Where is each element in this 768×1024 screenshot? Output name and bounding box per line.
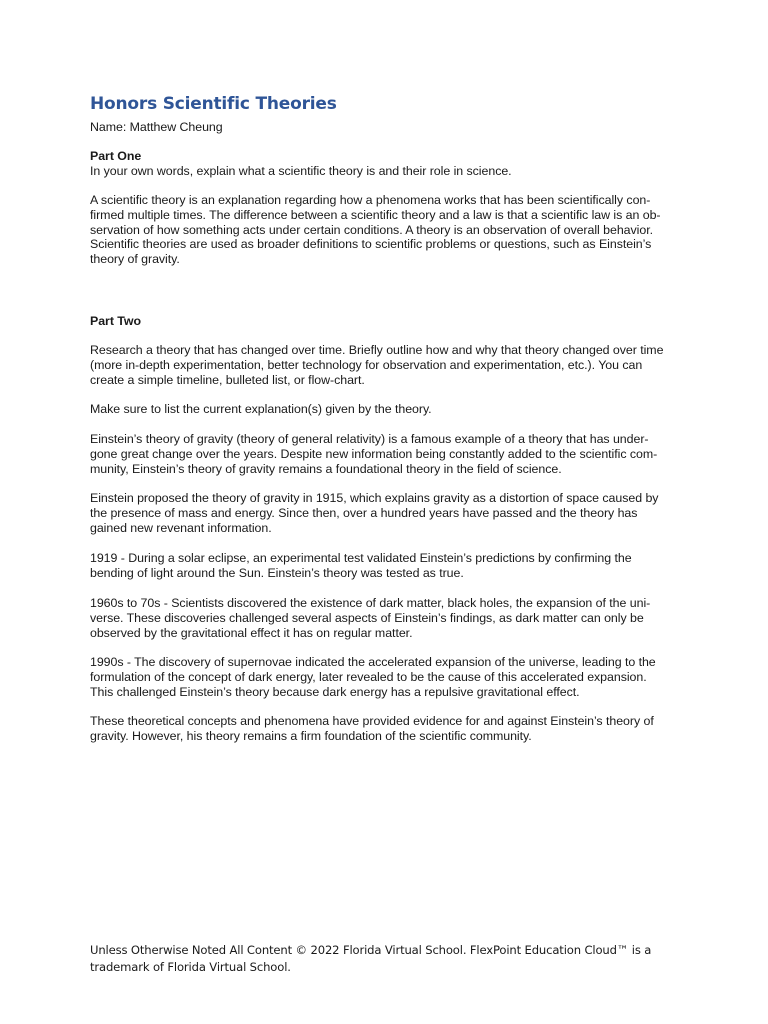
- paragraph-1960s: [90, 596, 680, 640]
- paragraph-conclusion: [90, 714, 680, 744]
- part-one-heading: Part One: [90, 149, 142, 163]
- paragraph-line: formulation of the concept of dark energy, later revealed to be the cause of this accelerated expansion.: [90, 669, 647, 684]
- paragraph-line: observed by the gravitational effect it has on regular matter.: [90, 625, 413, 640]
- paragraph-line: gone great change over the years. Despite new information being constantly added to the scientific com-: [90, 446, 658, 461]
- prompt-line: create a simple timeline, bulleted list, or flow-chart.: [90, 372, 365, 387]
- instruction-line: Make sure to list the current explanation(s) given by the theory.: [90, 402, 432, 416]
- prompt-line: (more in-depth experimentation, better technology for observation and experimentation, etc.). You can: [90, 357, 643, 372]
- paragraph-1915: [90, 491, 680, 535]
- paragraph-line: These theoretical concepts and phenomena have provided evidence for and against Einstein’s theory of: [90, 714, 654, 728]
- paragraph-line: the presence of mass and energy. Since then, over a hundred years have passed and the theory has: [90, 505, 638, 520]
- paragraph-line: 1990s - The discovery of supernovae indicated the accelerated expansion of the universe, leading to the: [90, 655, 656, 669]
- footer-line: trademark of Florida Virtual School.: [90, 960, 291, 974]
- paragraph-line: munity, Einstein’s theory of gravity remains a foundational theory in the field of science.: [90, 461, 562, 476]
- paragraph-1990s: [90, 655, 680, 699]
- paragraph-line: verse. These discoveries challenged several aspects of Einstein’s findings, as dark matter can only be: [90, 610, 644, 625]
- part-two-instruction: [90, 402, 680, 417]
- prompt-line: Research a theory that has changed over time. Briefly outline how and why that theory changed over time: [90, 343, 664, 357]
- answer-line: firmed multiple times. The difference between a scientific theory and a law is that a scientific law is an ob-: [90, 207, 661, 222]
- document-title: Honors Scientific Theories: [90, 94, 337, 114]
- answer-line: servation of how something acts under certain conditions. A theory is an observation of overall behavior.: [90, 222, 653, 237]
- copyright-footer: [90, 942, 690, 976]
- paragraph-line: Einstein proposed the theory of gravity in 1915, which explains gravity as a distortion of space caused by: [90, 491, 659, 505]
- part-two-heading-block: [90, 314, 680, 329]
- footer-line: Unless Otherwise Noted All Content © 2022 Florida Virtual School. FlexPoint Education Cloud™ is a: [90, 943, 652, 957]
- part-one-prompt: In your own words, explain what a scientific theory is and their role in science.: [90, 163, 512, 178]
- part-two-heading: Part Two: [90, 314, 142, 328]
- part-one-section: [90, 149, 680, 179]
- paragraph-line: This challenged Einstein’s theory because dark energy has a repulsive gravitational effect.: [90, 684, 580, 699]
- paragraph-line: 1919 - During a solar eclipse, an experimental test validated Einstein’s predictions by confirming the: [90, 551, 632, 565]
- paragraph-relativity-intro: [90, 432, 680, 476]
- answer-line: A scientific theory is an explanation regarding how a phenomena works that has been scientifically con-: [90, 193, 651, 207]
- paragraph-line: gained new revenant information.: [90, 520, 272, 535]
- paragraph-line: Einstein’s theory of gravity (theory of general relativity) is a famous example of a theory that has under-: [90, 432, 649, 446]
- part-two-prompt: [90, 343, 680, 387]
- paragraph-line: 1960s to 70s - Scientists discovered the existence of dark matter, black holes, the expansion of the uni-: [90, 596, 651, 610]
- student-name: [90, 120, 680, 135]
- paragraph-1919: [90, 551, 680, 581]
- paragraph-line: gravity. However, his theory remains a firm foundation of the scientific community.: [90, 728, 532, 743]
- answer-line: Scientific theories are used as broader definitions to scientific problems or questions, such as Einstein’s: [90, 237, 652, 252]
- paragraph-line: bending of light around the Sun. Einstein’s theory was tested as true.: [90, 565, 464, 580]
- part-one-answer: [90, 193, 680, 267]
- name-line: Name: Matthew Cheung: [90, 120, 223, 134]
- answer-line: theory of gravity.: [90, 252, 180, 267]
